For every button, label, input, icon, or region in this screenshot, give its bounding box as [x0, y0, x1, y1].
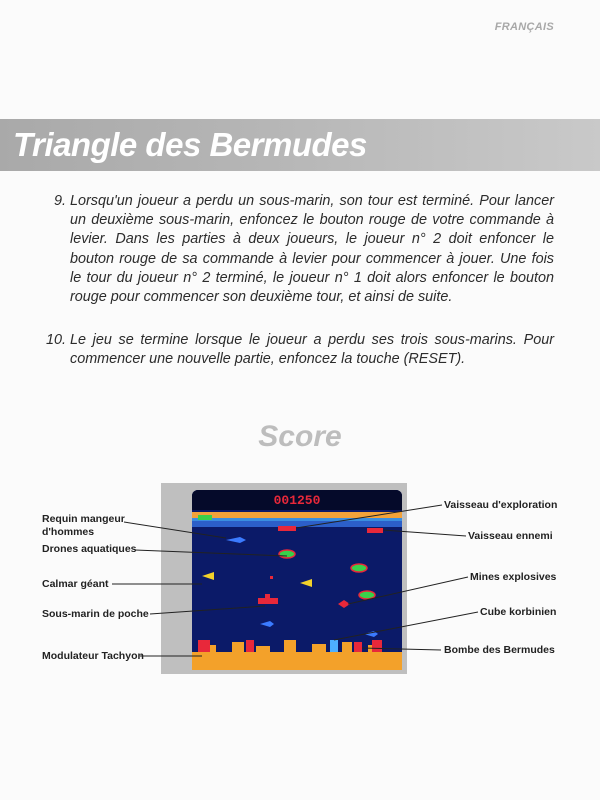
label-modulateur: Modulateur Tachyon — [42, 650, 144, 662]
callout-line-cube — [334, 612, 478, 640]
label-mines: Mines explosives — [470, 571, 557, 583]
paragraph-number: 9. — [53, 193, 66, 209]
label-sous-marin: Sous-marin de poche — [42, 608, 149, 620]
callout-lines-group — [112, 505, 478, 656]
label-requin: Requin mangeur d'hommes — [42, 513, 125, 538]
callout-line-mines — [348, 577, 468, 604]
label-drones: Drones aquatiques — [42, 543, 137, 555]
paragraph-number: 10. — [45, 332, 66, 348]
label-cube: Cube korbinien — [480, 606, 557, 618]
callout-line-sous-marin — [150, 606, 265, 614]
callout-line-requin — [124, 522, 226, 538]
callout-line-drones — [135, 550, 287, 556]
callout-line-exploration — [296, 505, 442, 528]
callout-line-bombe — [362, 648, 441, 650]
label-vaisseau-exploration: Vaisseau d'exploration — [444, 499, 558, 511]
language-label: FRANÇAIS — [494, 21, 554, 33]
paragraph-text: Le jeu se termine lorsque le joueur a perdu ses trois sous-marins. Pour commencer une nouvelle partie, enfoncez la touche (RESET). — [70, 332, 554, 368]
page-title: Triangle des Bermudes — [13, 126, 367, 163]
label-bombe: Bombe des Bermudes — [444, 644, 555, 656]
game-score: 001250 — [273, 493, 321, 508]
label-calmar: Calmar géant — [42, 578, 109, 590]
paragraph-text: Lorsqu'un joueur a perdu un sous-marin, son tour est terminé. Pour lancer un deuxième sous-marin, enfoncez le bouton rouge de votre commande à levier. Dans les parties à deux joueurs, le joueur n° 2 doit enfoncer le bouton rouge de sa commande à levier pour commencer à jouer. Une fois le tour du joueur n° 2 terminé, le joueur n° 1 doit alors enfoncer le bouton rouge pour commencer son deuxième tour, et ainsi de suite. — [70, 193, 554, 306]
callout-line-ennemi — [383, 530, 466, 536]
score-heading: Score — [258, 420, 342, 453]
label-vaisseau-ennemi: Vaisseau ennemi — [468, 530, 553, 542]
